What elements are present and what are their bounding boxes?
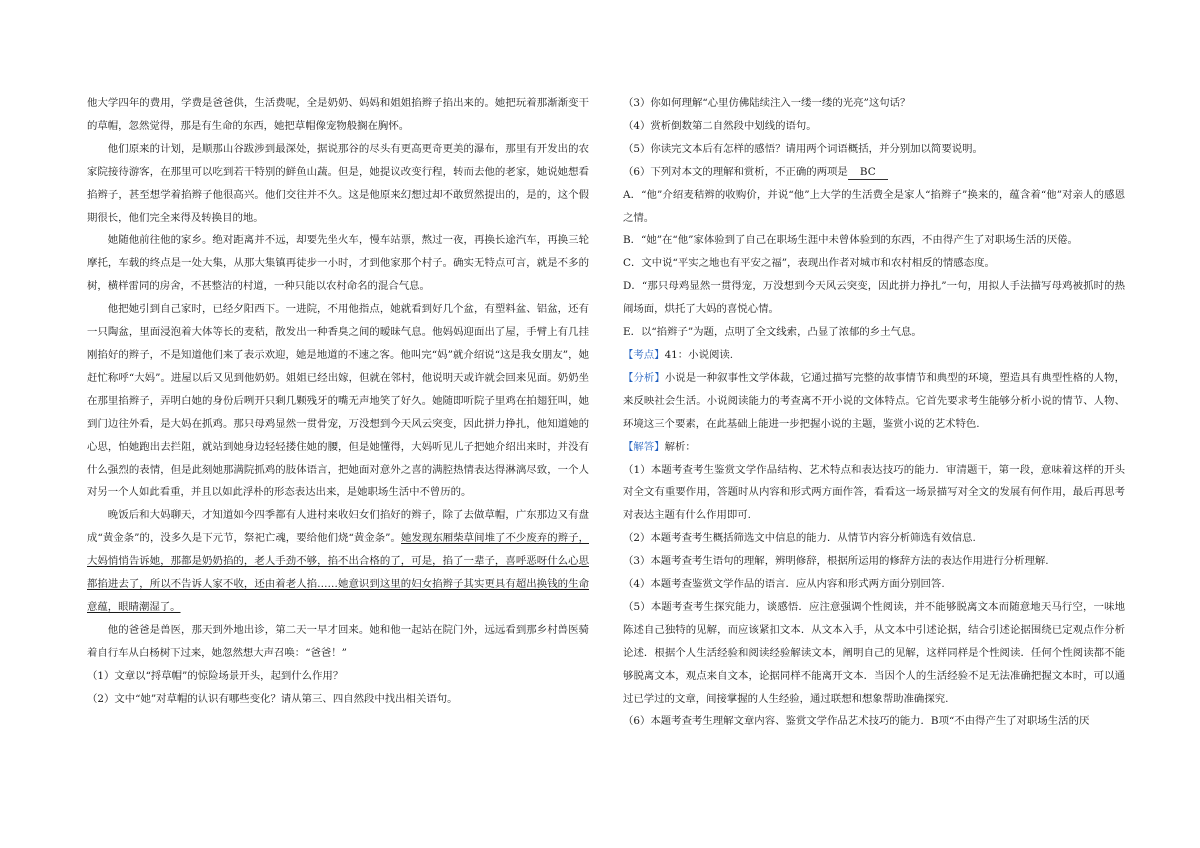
question-4: （4）赏析倒数第二自然段中划线的语句。 <box>623 119 817 132</box>
paragraph-text: 晚饭后和大妈聊天，才知道如今四季都有人进村来收妇女们掐好的辫子，除了去做草帽，广东那边又有盘成“黄金条”的，没多久是下元节，祭祀亡魂，要给他们烧“黄金条”。 <box>87 509 589 545</box>
right-column <box>623 92 1125 733</box>
answer-4: （4）本题考查鉴赏文学作品的语言．应从内容和形式两方面分别回答. <box>623 578 945 591</box>
underlined-passage: 她发现东厢柴草间堆了不少废弃的辫子，大妈悄悄告诉她，那都是奶奶掐的，老人手劲不够，掐不出合格的了，可是，掐了一辈子，喜呼恶呀什么心思都掐进去了，所以不告诉人家不收，还由着老人掐……她意识到这里的妇女掐辫子其实更具有超出换钱的生命意蕴，眼睛潮湿了。 <box>87 532 589 613</box>
fenxi-text: 小说是一种叙事性文学体裁，它通过描写完整的故事情节和典型的环境，塑造具有典型性格的人物，来反映社会生活。小说阅读能力的考查离不开小说的文体特点。它首先要求考生能够分析小说的情节、人物、环境这三个要素，在此基础上能进一步把握小说的主题，鉴赏小说的艺术特色. <box>623 371 1125 430</box>
question-3: （3）你如何理解“心里仿佛陆续注入一缕一缕的光亮”这句话？ <box>623 97 911 109</box>
jieda-section <box>623 436 1125 459</box>
option-a: A．“他”介绍麦秸辫的收购价，并说“他”上大学的生活费全是家人“掐辫子”换来的，蕴含着“他”对亲人的感恩之情。 <box>623 188 1125 224</box>
option-d: D．“那只母鸡显然一贯得宠，万没想到今天风云突变，因此拼力挣扎”一句，用拟人手法描写母鸡被抓时的热闹场面，烘托了大妈的喜悦心情。 <box>623 280 1125 316</box>
jieda-text: 解析： <box>664 440 696 453</box>
kaodian-section <box>623 344 1125 367</box>
question-6 <box>623 161 1125 184</box>
paragraph: 她随他前往他的家乡。绝对距离并不远，却要先坐火车，慢车站票，熬过一夜，再换长途汽车，再换三轮摩托，车载的终点是一处大集，从那大集镇再徒步一小时，才到他家那个村子。确实无特点可言，就是不多的树，横样雷同的房舍，不甚整洁的村道，一种只能以农村命名的混合气息。 <box>87 234 589 293</box>
paragraph: 他大学四年的费用，学费是爸爸供，生活费呢，全是奶奶、妈妈和姐姐掐辫子掐出来的。她把玩着那渐渐变干的草帽，忽然觉得，那是有生命的东西，她把草帽像宠物般搁在胸怀。 <box>87 97 589 132</box>
option-c: C．文中说“平实之地也有平安之福”，表现出作者对城市和农村相反的情感态度。 <box>623 257 995 270</box>
paragraph: 他们原来的计划，是顺那山谷跋涉到最深处，据说那谷的尽头有更高更奇更美的瀑布，那里有开发出的农家院接待游客，在那里可以吃到若干特别的鲜鱼山蔬。但是，她提议改变行程，转而去他的老家，她说她想看掐辫子，甚至想学着掐辫子他很高兴。他们交往并不久。这是他原来幻想过却不敢贸然提出的，是的，这个假期很长，他们完全来得及转换目的地。 <box>87 142 589 224</box>
option-e: E．以“掐辫子”为题，点明了全文线索，凸显了浓郁的乡土气息。 <box>623 326 922 339</box>
answer-3: （3）本题考查考生语句的理解，辨明修辞，根据所运用的修辞方法的表达作用进行分析理解. <box>623 555 1049 568</box>
answer-5: （5）本题考查考生探究能力，谈感悟．应注意强调个性阅读，并不能够脱离文本而随意地天马行空，一味地陈述自己独特的见解，而应该紧扣文本．从文本入手，从文本中引述论据，结合引述论据围绕已定观点作分析论述．根据个人生活经验和阅读经验解读文本，阐明自己的见解，这样同样是个性阅读．任何个性阅读都不能够脱离文本，观点来自文本，论据同样不能离开文本．当因个人的生活经验不足无法准确把握文本时，可以通过已学过的文章，间接掌握的人生经验，通过联想和想象帮助准确探究. <box>623 600 1125 705</box>
fenxi-tag: 【分析】 <box>623 371 665 384</box>
fenxi-section <box>623 367 1125 436</box>
answer-blank: BC <box>848 165 888 180</box>
jieda-tag: 【解答】 <box>623 440 665 453</box>
paragraph <box>87 504 589 619</box>
paragraph: 他的爸爸是兽医，那天到外地出诊，第二天一早才回来。她和他一起站在院门外，远远看到那乡村兽医骑着自行车从白杨树下过来，她忽然想大声召唤：“爸爸！” <box>87 623 589 659</box>
answer-1: （1）本题考查考生鉴赏文学作品结构、艺术特点和表达技巧的能力．审清题干，第一段，意味着这样的开头对全文有重要作用，答题时从内容和形式两方面作答，看看这一场景描写对全文的发展有何作用，最后再思考对表达主题有什么作用即可. <box>623 463 1125 522</box>
kaodian-text: 41：小说阅读. <box>664 348 734 361</box>
question-2: （2）文中“她”对草帽的认识有哪些变化？请从第三、四自然段中找出相关语句。 <box>87 692 458 705</box>
left-column <box>87 92 589 710</box>
answer-2: （2）本题考查考生概括筛选文中信息的能力．从情节内容分析筛选有效信息. <box>623 532 976 545</box>
question-5: （5）你读完文本后有怎样的感悟？请用两个词语概括，并分别加以简要说明。 <box>623 142 983 155</box>
question-1: （1）文章以“捋草帽”的惊险场景开头，起到什么作用？ <box>87 669 344 682</box>
question-6-text: （6）下列对本文的理解和赏析，不正确的两项是 <box>623 165 848 178</box>
answer-6: （6）本题考查考生理解文章内容、鉴赏文学作品艺术技巧的能力．B项“不由得产生了对职场生活的厌 <box>623 715 1090 728</box>
option-b: B．“她”在“他”家体验到了自己在职场生涯中未曾体验到的东西，不由得产生了对职场生活的厌倦。 <box>623 234 1078 247</box>
kaodian-tag: 【考点】 <box>623 348 665 361</box>
paragraph: 他把她引到自己家时，已经夕阳西下。一进院，不用他指点，她就看到好几个盆，有塑料盆、铝盆，还有一只陶盆，里面浸泡着大体等长的麦秸，散发出一种香臭之间的暧昧气息。他妈妈迎面出了屋，手臂上有几挂刚掐好的辫子，不是知道他们来了表示欢迎，她是地道的不速之客。他叫完“妈”就介绍说“这是我女朋友”，她赶忙称呼“大妈”。进屋以后又见到他奶奶。姐姐已经出嫁，但就在邻村，他说明天或许就会回来见面。奶奶坐在那里掐辫子，弄明白她的身份后咧开只剩几颗残牙的嘴无声地笑了好久。她随即听院子里鸡在拍翅狂叫，她到门边往外看，是大妈在抓鸡。那只母鸡显然一贯骨宠，万没想到今天风云突变，因此拼力挣扎，他知道她的心思，怕她跑出去拦阻，就站到她身边轻轻搂住她的腰，但是她懂得，大妈听见儿子把她介绍出来时，并没有什么强烈的表情，但是此刻她那满院抓鸡的肢体语言，把她面对意外之喜的满腔热情表达得淋漓尽致，一个人对另一个人如此看重，并且以如此浮朴的形态表达出来，是她职场生活中不曾历的。 <box>87 303 589 499</box>
